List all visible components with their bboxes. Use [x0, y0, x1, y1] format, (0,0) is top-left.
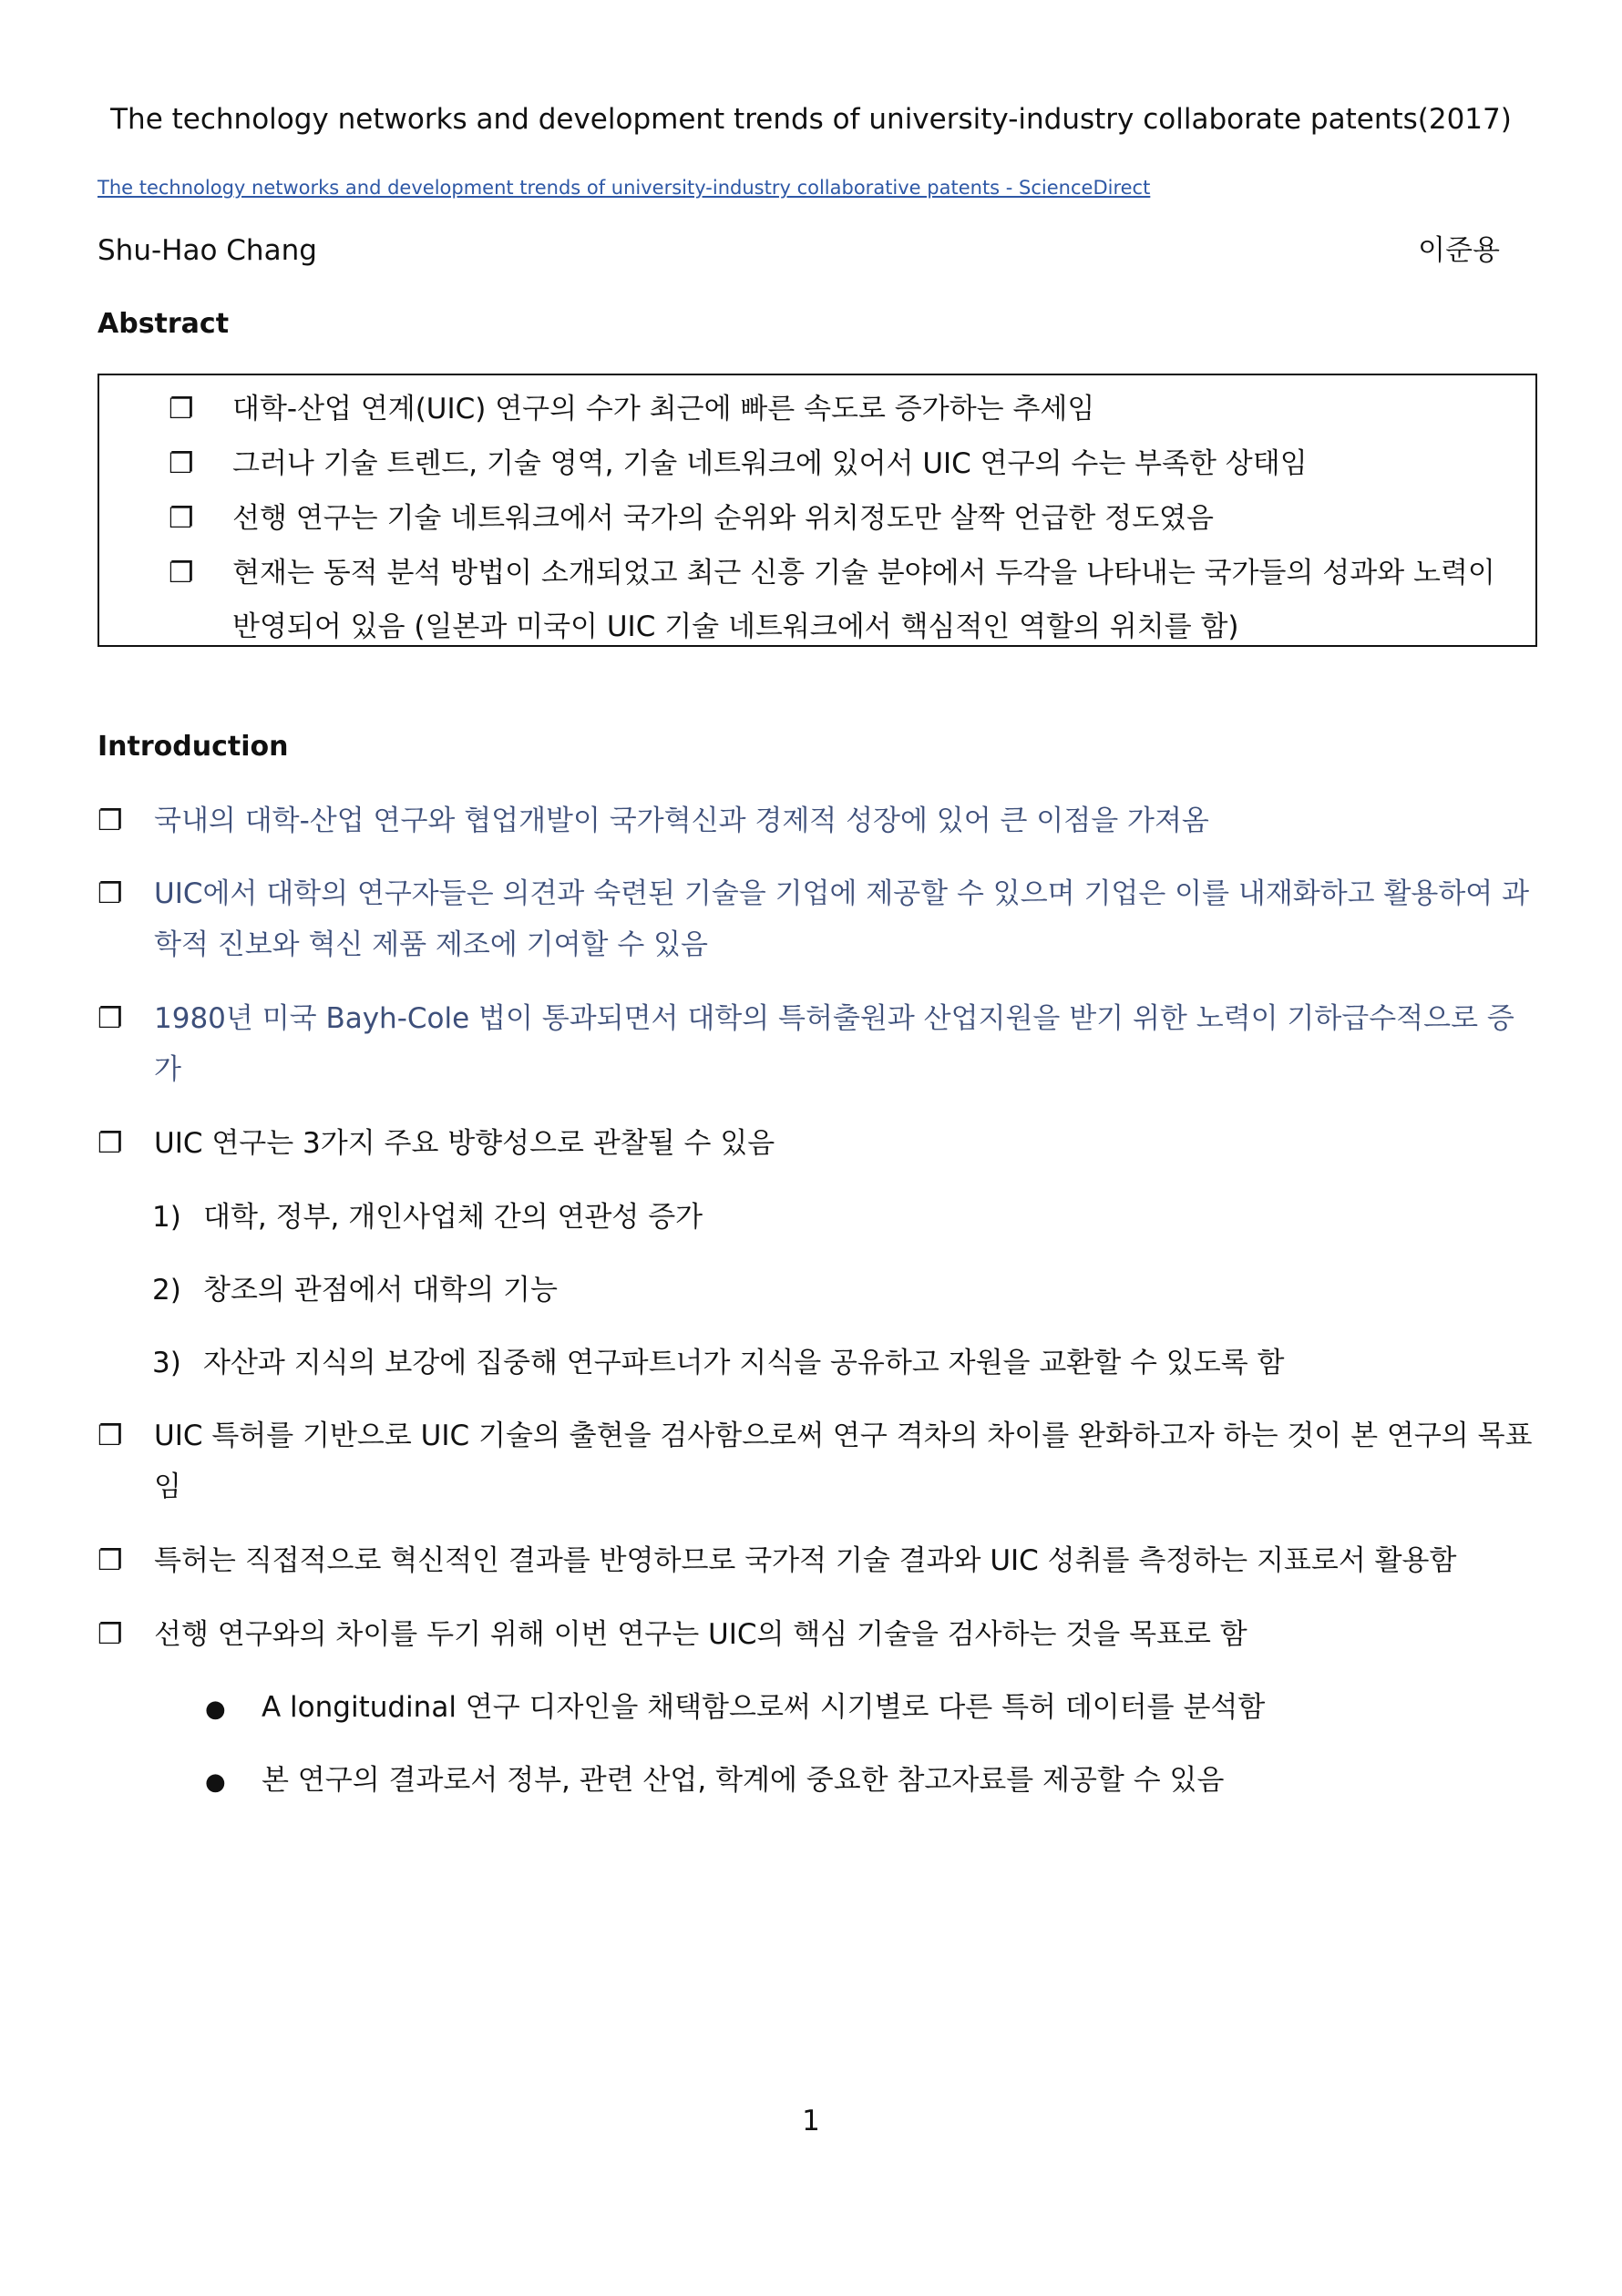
- checkbox-bullet-icon: ❐: [169, 502, 194, 535]
- page-number: 1: [802, 2105, 820, 2137]
- intro-item-text: 국내의 대학-산업 연구와 협업개발이 국가혁신과 경제적 성장에 있어 큰 이점을 가져옴: [154, 805, 1209, 837]
- checkbox-bullet-icon: ❐: [98, 805, 123, 837]
- abstract-item-text: 그러나 기술 트렌드, 기술 영역, 기술 네트워크에 있어서 UIC 연구의 수는 부족한 상태임: [232, 447, 1308, 480]
- intro-item: [98, 1609, 1537, 1660]
- abstract-box: [98, 374, 1537, 647]
- abstract-item: [169, 547, 1519, 654]
- dot-bullet-icon: ●: [205, 1768, 226, 1796]
- abstract-item: [169, 492, 1519, 546]
- author-name: Shu-Hao Chang: [98, 234, 317, 267]
- intro-item-text: UIC 특허를 기반으로 UIC 기술의 출현을 검사함으로써 연구 격차의 차이를 완화하고자 하는 것이 본 연구의 목표임: [154, 1420, 1533, 1503]
- checkbox-bullet-icon: ❐: [169, 447, 194, 480]
- numbered-item-number: 1): [152, 1201, 181, 1234]
- numbered-item-text: 창조의 관점에서 대학의 기능: [203, 1274, 558, 1307]
- intro-item: [98, 795, 1537, 846]
- dot-bullet-icon: ●: [205, 1696, 226, 1723]
- checkbox-bullet-icon: ❐: [169, 557, 194, 589]
- dot-item-text: A longitudinal 연구 디자인을 채택함으로써 시기별로 다른 특허 데이터를 분석함: [262, 1691, 1266, 1724]
- intro-item: [98, 868, 1537, 970]
- intro-item-text: UIC에서 대학의 연구자들은 의견과 숙련된 기술을 기업에 제공할 수 있으며 기업은 이를 내재화하고 활용하여 과학적 진보와 혁신 제품 제조에 기여할 수 있음: [154, 877, 1530, 961]
- intro-item-text: 선행 연구와의 차이를 두기 위해 이번 연구는 UIC의 핵심 기술을 검사하는 것을 목표로 함: [154, 1618, 1247, 1651]
- abstract-item: [169, 383, 1519, 436]
- numbered-item-text: 대학, 정부, 개인사업체 간의 연관성 증가: [203, 1201, 703, 1234]
- checkbox-bullet-icon: ❐: [169, 393, 194, 425]
- checkbox-bullet-icon: ❐: [98, 1127, 123, 1160]
- intro-item: [98, 1410, 1537, 1512]
- numbered-item-text: 자산과 지식의 보강에 집중해 연구파트너가 지식을 공유하고 자원을 교환할 수 있도록 함: [203, 1347, 1285, 1379]
- numbered-item: [152, 1265, 558, 1316]
- article-link[interactable]: The technology networks and development trends of university-industry collaborative patents - ScienceDirect: [98, 177, 1151, 199]
- intro-item-text: UIC 연구는 3가지 주요 방향성으로 관찰될 수 있음: [154, 1127, 775, 1160]
- dot-item-text: 본 연구의 결과로서 정부, 관련 산업, 학계에 중요한 참고자료를 제공할 수 있음: [262, 1764, 1225, 1797]
- intro-item-text: 특허는 직접적으로 혁신적인 결과를 반영하므로 국가적 기술 결과와 UIC 성취를 측정하는 지표로서 활용함: [154, 1544, 1457, 1577]
- abstract-item-text: 대학-산업 연계(UIC) 연구의 수가 최근에 빠른 속도로 증가하는 추세임: [232, 393, 1095, 425]
- intro-item: [98, 1535, 1537, 1586]
- abstract-item: [169, 437, 1519, 491]
- numbered-item: [152, 1338, 1284, 1389]
- dot-item: [205, 1755, 1224, 1808]
- document-title: The technology networks and development trends of university-industry collaborate patents(2017): [110, 103, 1512, 136]
- abstract-item-text: 선행 연구는 기술 네트워크에서 국가의 순위와 위치정도만 살짝 언급한 정도였음: [232, 502, 1214, 535]
- presenter-name: 이준용: [1418, 234, 1500, 267]
- checkbox-bullet-icon: ❐: [98, 1420, 123, 1452]
- intro-item: [98, 993, 1537, 1095]
- introduction-heading: Introduction: [98, 731, 289, 763]
- checkbox-bullet-icon: ❐: [98, 1002, 123, 1035]
- abstract-item-text: 현재는 동적 분석 방법이 소개되었고 최근 신흥 기술 분야에서 두각을 나타내는 국가들의 성과와 노력이 반영되어 있음 (일본과 미국이 UIC 기술 네트워크에서 핵심적인 역할의 위치를 함): [232, 557, 1495, 643]
- abstract-heading: Abstract: [98, 308, 230, 340]
- numbered-item: [152, 1192, 703, 1243]
- dot-item: [205, 1682, 1265, 1735]
- intro-item: [98, 1118, 1537, 1169]
- numbered-item-number: 2): [152, 1274, 181, 1307]
- checkbox-bullet-icon: ❐: [98, 1544, 123, 1577]
- numbered-item-number: 3): [152, 1347, 181, 1379]
- checkbox-bullet-icon: ❐: [98, 877, 123, 910]
- intro-item-text: 1980년 미국 Bayh-Cole 법이 통과되면서 대학의 특허출원과 산업지원을 받기 위한 노력이 기하급수적으로 증가: [154, 1002, 1514, 1086]
- checkbox-bullet-icon: ❐: [98, 1618, 123, 1651]
